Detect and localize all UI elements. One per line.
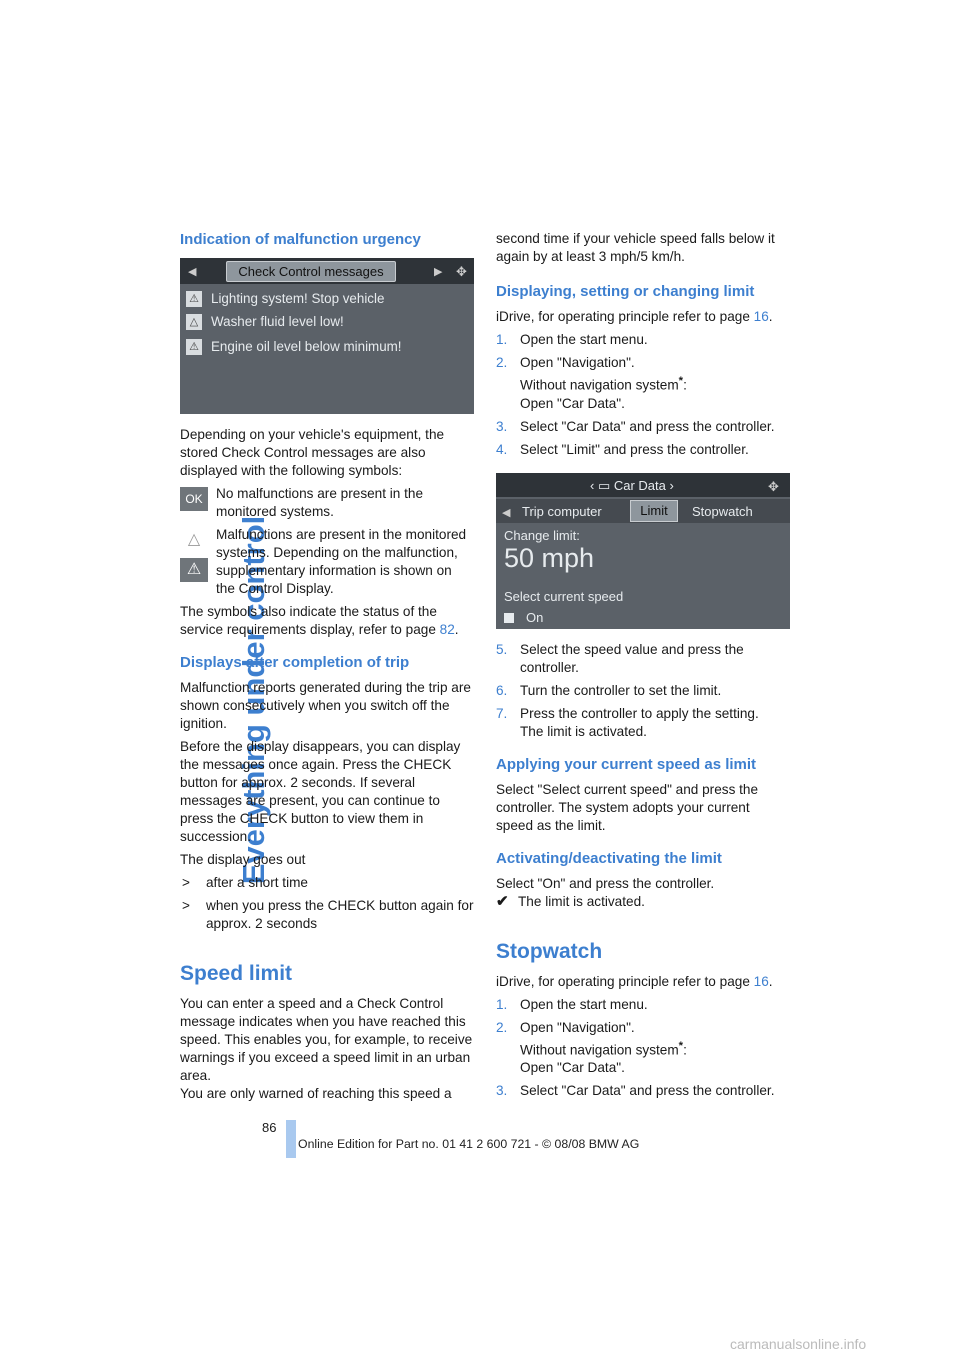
paragraph: Depending on your vehicle's equipment, the stored Check Control messages are also displayed with the following symbols: <box>180 427 445 478</box>
paragraph: Malfunction reports generated during the trip are shown consecutively when you switch off the ignition. <box>180 680 471 731</box>
paragraph: The display goes out <box>180 852 306 867</box>
tab-stopwatch: Stopwatch <box>692 503 753 519</box>
tab-limit: Limit <box>630 500 678 522</box>
left-column <box>180 230 474 1108</box>
list-item: 2. Open "Navigation". Without navigation system*: Open "Car Data". <box>496 1019 687 1076</box>
paragraph: The symbols also indicate the status of the service requirements display, refer to page 82. <box>180 604 459 637</box>
list-item: > when you press the CHECK button again for approx. 2 seconds <box>182 898 474 931</box>
warning-icon: ⚠ <box>186 339 202 355</box>
list-item: 7. Press the controller to apply the setting. The limit is activated. <box>496 705 759 739</box>
steps-list <box>496 996 790 1101</box>
controller-icon: ✥ <box>456 264 467 279</box>
left-arrow-icon: ◀ <box>502 506 511 519</box>
heading-displaying-limit: Displaying, setting or changing limit <box>496 283 755 300</box>
checkmark-icon: ✔ <box>496 892 509 910</box>
checkbox-icon <box>504 613 514 623</box>
right-arrow-icon: ▶ <box>434 266 443 278</box>
watermark: carmanualsonline.info <box>730 1336 867 1352</box>
list-item: 4. Select "Limit" and press the controller. <box>496 441 749 457</box>
ok-icon: OK <box>180 487 208 511</box>
on-option: On <box>526 609 544 625</box>
screen-title: Check Control messages <box>226 261 396 282</box>
tab-trip-computer: Trip computer <box>522 503 602 519</box>
heading-stopwatch: Stopwatch <box>496 939 603 963</box>
warning-icon: △ <box>186 314 202 330</box>
paragraph: iDrive, for operating principle refer to page 16. <box>496 973 773 989</box>
paragraph: Select "Select current speed" and press the controller. The system adopts your current speed as the limit. <box>496 781 759 833</box>
side-title-text: Everything under control <box>236 515 271 885</box>
symbol-ok-row: OK No malfunctions are present in the monitored systems. <box>180 485 474 521</box>
message-row: ⚠ Lighting system! Stop vehicle <box>186 290 384 308</box>
list-item: > after a short time <box>182 875 308 890</box>
car-data-header: Car Data <box>613 477 666 493</box>
heading-malfunction-urgency: Indication of malfunction urgency <box>180 231 421 248</box>
page-number: 86 <box>262 1120 277 1135</box>
list-item: 5. Select the speed value and press the controller. <box>496 641 744 675</box>
list-item: 3. Select "Car Data" and press the controller. <box>496 418 775 434</box>
steps-list <box>496 331 790 459</box>
page-link-82[interactable]: 82 <box>439 622 455 637</box>
list-item: 1. Open the start menu. <box>496 996 648 1012</box>
page-link-16[interactable]: 16 <box>753 973 769 989</box>
footer-text: Online Edition for Part no. 01 41 2 600 721 - © 08/08 BMW AG <box>298 1137 640 1151</box>
heading-displays-after-trip: Displays after completion of trip <box>180 654 410 671</box>
message-row: △ Washer fluid level low! <box>186 313 344 331</box>
heading-activate-limit: Activating/deactivating the limit <box>496 849 722 867</box>
paragraph: Select "On" and press the controller. <box>496 875 715 891</box>
paragraph: You are only warned of reaching this speed a <box>180 1086 452 1101</box>
paragraph: You can enter a speed and a Check Control message indicates when you have reached this speed. This enables you, for example, to receive warnings if you exceed a speed limit in an urban area. <box>180 996 473 1083</box>
warning-outline-icon: △ <box>187 531 201 548</box>
list-item: 3. Select "Car Data" and press the controller. <box>496 1083 775 1099</box>
controller-icon: ✥ <box>768 478 779 494</box>
left-arrow-icon: ◀ <box>188 266 197 278</box>
check-control-screen <box>180 258 474 414</box>
footer-bar <box>286 1120 296 1158</box>
paragraph: ✔ The limit is activated. <box>496 892 645 910</box>
symbol-warning-row: △ ⚠ Malfunctions are present in the monitored systems. Depending on the malfunction, supplementary information is shown on the Control Display. <box>180 526 474 598</box>
bullet-list <box>180 874 474 933</box>
heading-apply-current-speed: Applying your current speed as limit <box>496 755 757 773</box>
paragraph: iDrive, for operating principle refer to page 16. <box>496 309 773 324</box>
select-current-speed: Select current speed <box>504 588 624 604</box>
warning-filled-icon: ⚠ <box>180 558 208 582</box>
limit-value: 50 mph <box>504 542 595 573</box>
list-item: 6. Turn the controller to set the limit. <box>496 682 722 698</box>
message-row: ⚠ Engine oil level below minimum! <box>186 338 402 356</box>
heading-speed-limit: Speed limit <box>180 962 293 985</box>
car-data-screen: ‹ ▭ Car Data › ✥ ◀ Trip computer Limit Stopwatch Change limit: 50 mph Select current speed On <box>496 473 790 629</box>
page-link-16[interactable]: 16 <box>753 309 769 324</box>
warning-icon: ⚠ <box>186 291 202 307</box>
paragraph: second time if your vehicle speed falls below it again by at least 3 mph/5 km/h. <box>496 231 775 264</box>
list-item: 1. Open the start menu. <box>496 332 648 347</box>
paragraph: Before the display disappears, you can display the messages once again. Press the CHECK button for approx. 2 seconds. If several messages are present, you can continue to press the CHECK button to view them in succession. <box>180 739 461 844</box>
list-item: 2. Open "Navigation". Without navigation system*: Open "Car Data". <box>496 355 687 411</box>
change-limit-label: Change limit: <box>504 527 580 543</box>
right-column <box>496 230 790 1105</box>
steps-list <box>496 641 790 741</box>
